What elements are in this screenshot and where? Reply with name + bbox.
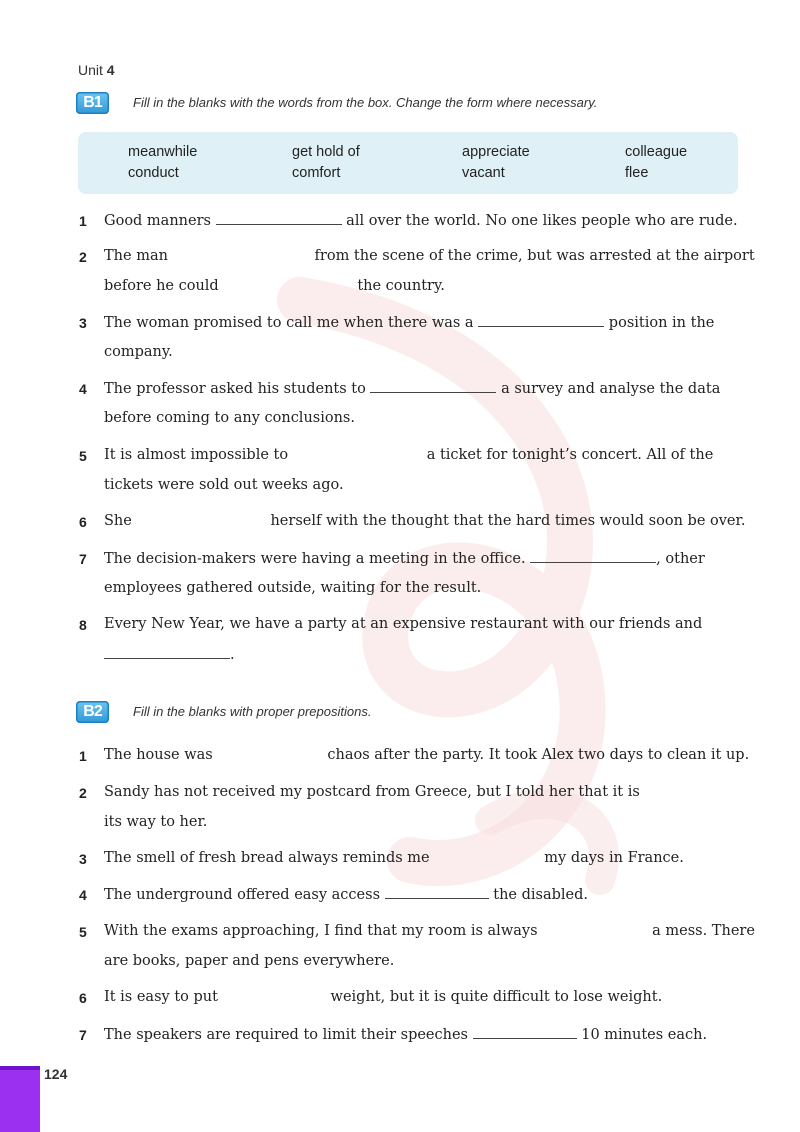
question-number: 1 [79,213,87,229]
question-line: The decision-makers were having a meeting in the office. , other [104,551,705,567]
question-line: She herself with the thought that the hard times would soon be over. [104,513,746,529]
question-number: 2 [79,249,87,265]
answer-blank[interactable] [478,314,604,327]
question-line: before coming to any conclusions. [104,410,355,426]
question-line: employees gathered outside, waiting for the result. [104,580,482,596]
section-b1-instruction: Fill in the blanks with the words from the box. Change the form where necessary. [133,95,598,110]
word-box-item: meanwhile [128,144,198,160]
question-number: 7 [79,551,87,567]
word-box-item: colleague [625,144,688,160]
section-b2-instruction: Fill in the blanks with proper prepositions. [133,704,372,719]
question-line: The smell of fresh bread always reminds me my days in France. [104,850,684,866]
question-number: 1 [79,748,87,764]
question-number: 8 [79,617,87,633]
word-box-item: vacant [462,165,505,181]
word-box-item: flee [625,165,649,181]
question-line: company. [104,344,173,360]
page-number: 124 [44,1066,68,1082]
unit-heading [78,62,115,78]
question-line: It is almost impossible to a ticket for tonight’s concert. All of the [104,447,714,463]
question-line: Every New Year, we have a party at an expensive restaurant with our friends and [104,616,703,632]
question-line: The man from the scene of the crime, but was arrested at the airport [104,248,755,264]
question-line: Sandy has not received my postcard from Greece, but I told her that it is [104,784,640,800]
question-line: tickets were sold out weeks ago. [104,477,344,493]
word-box-item: appreciate [462,144,530,160]
question-number: 4 [79,887,87,903]
question-line: . [104,646,235,663]
word-box-item: conduct [128,165,179,181]
question-line: its way to her. [104,814,208,830]
unit-number: 4 [106,62,115,78]
question-number: 3 [79,315,87,331]
page-tab-accent [0,1066,40,1070]
question-number: 4 [79,381,87,397]
question-number: 7 [79,1027,87,1043]
question-number: 6 [79,514,87,530]
page-tab [0,1066,40,1132]
answer-blank[interactable] [370,380,496,393]
question-number: 5 [79,448,87,464]
section-b1-badge: B1 [76,92,109,114]
answer-blank[interactable] [385,886,489,899]
question-line: The professor asked his students to a survey and analyse the data [104,381,721,397]
word-box-item: get hold of [292,144,360,160]
question-line: are books, paper and pens everywhere. [104,953,395,969]
question-line: With the exams approaching, I find that my room is always a mess. There [104,923,755,939]
answer-blank[interactable] [104,646,230,659]
question-number: 6 [79,990,87,1006]
question-number: 5 [79,924,87,940]
question-line: The house was chaos after the party. It took Alex two days to clean it up. [104,747,750,763]
question-number: 3 [79,851,87,867]
question-line: The underground offered easy access the disabled. [104,887,589,903]
question-line: Good manners all over the world. No one likes people who are rude. [104,213,738,229]
question-number: 2 [79,785,87,801]
question-line: It is easy to put weight, but it is quite difficult to lose weight. [104,989,663,1005]
answer-blank[interactable] [216,212,342,225]
answer-blank[interactable] [473,1026,577,1039]
question-line: The woman promised to call me when there was a position in the [104,315,715,331]
question-line: The speakers are required to limit their speeches 10 minutes each. [104,1027,708,1043]
question-line: before he could the country. [104,278,445,294]
unit-label: Unit [78,62,103,78]
word-box [78,132,738,194]
section-b2-badge: B2 [76,701,109,723]
word-box-item: comfort [292,165,341,181]
answer-blank[interactable] [530,550,656,563]
